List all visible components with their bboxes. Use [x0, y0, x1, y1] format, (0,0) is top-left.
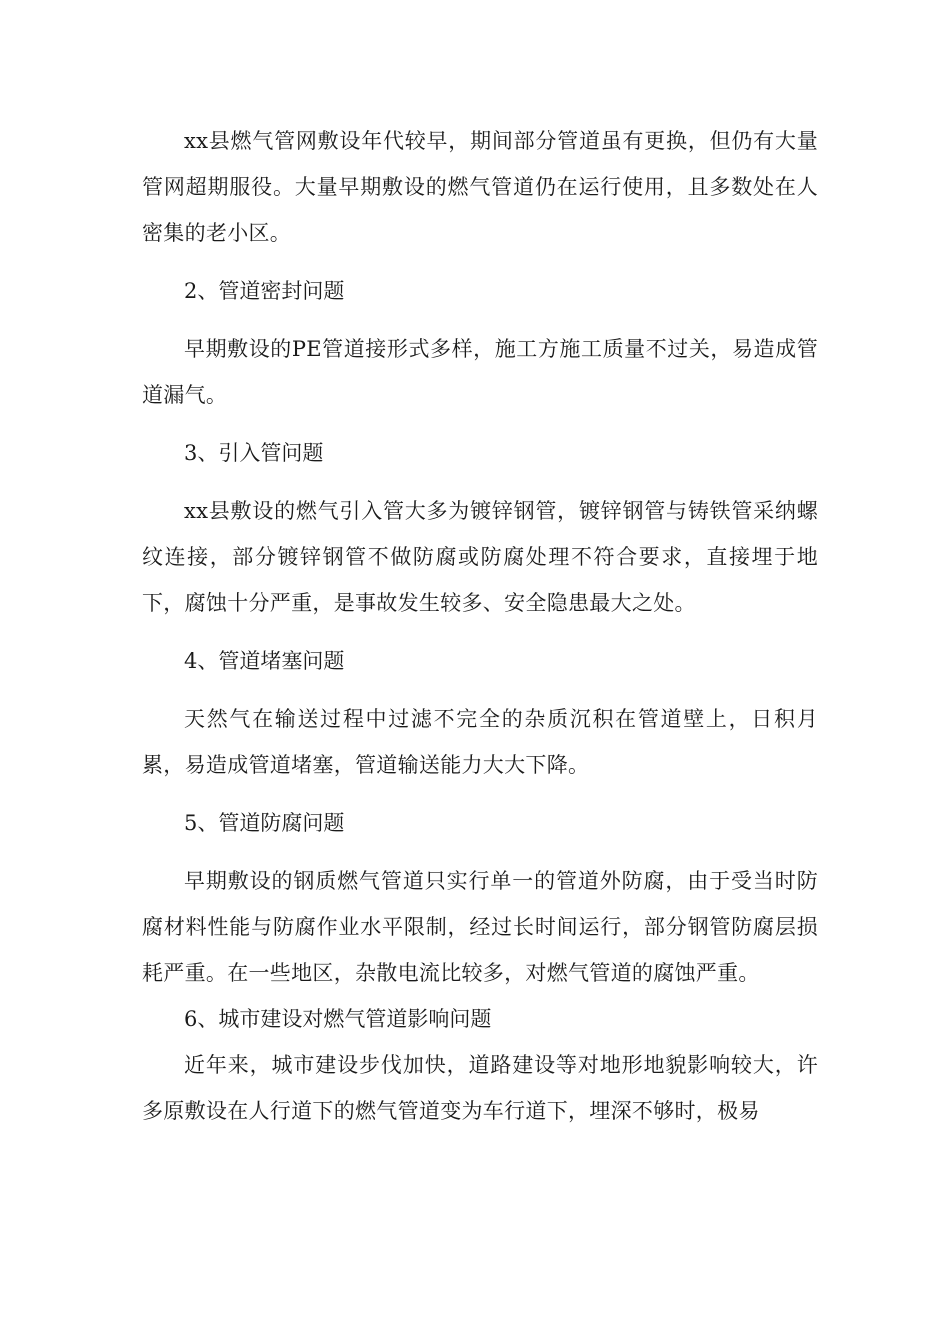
paragraph-pipe-blockage: 天然气在输送过程中过滤不完全的杂质沉积在管道壁上，日积月累，易造成管道堵塞，管道输送能力大大下降。 [142, 707, 818, 777]
paragraph-pipe-anticorrosion: 早期敷设的钢质燃气管道只实行单一的管道外防腐，由于受当时防腐材料性能与防腐作业水平限制，经过长时间运行，部分钢管防腐层损耗严重。在一些地区，杂散电流比较多，对燃气管道的腐蚀严重。 [142, 869, 818, 985]
heading-pipe-anticorrosion: 5、管道防腐问题 [184, 811, 345, 835]
heading-pipe-sealing: 2、管道密封问题 [184, 279, 345, 303]
paragraph-urban-construction: 近年来，城市建设步伐加快，道路建设等对地形地貌影响较大，许多原敷设在人行道下的燃气管道变为车行道下，埋深不够时，极易 [142, 1053, 818, 1123]
paragraph-pipe-sealing: 早期敷设的PE管道接形式多样，施工方施工质量不过关，易造成管道漏气。 [142, 337, 818, 407]
document-page [142, 118, 818, 1134]
heading-pipe-blockage: 4、管道堵塞问题 [184, 649, 345, 673]
paragraph-inlet-pipe: xx县敷设的燃气引入管大多为镀锌钢管，镀锌钢管与铸铁管采纳螺纹连接，部分镀锌钢管不做防腐或防腐处理不符合要求，直接埋于地下，腐蚀十分严重，是事故发生较多、安全隐患最大之处。 [142, 499, 818, 615]
heading-urban-construction: 6、城市建设对燃气管道影响问题 [184, 1007, 492, 1031]
heading-inlet-pipe: 3、引入管问题 [184, 441, 324, 465]
paragraph-intro: xx县燃气管网敷设年代较早，期间部分管道虽有更换，但仍有大量管网超期服役。大量早期敷设的燃气管道仍在运行使用，且多数处在人密集的老小区。 [142, 129, 818, 245]
